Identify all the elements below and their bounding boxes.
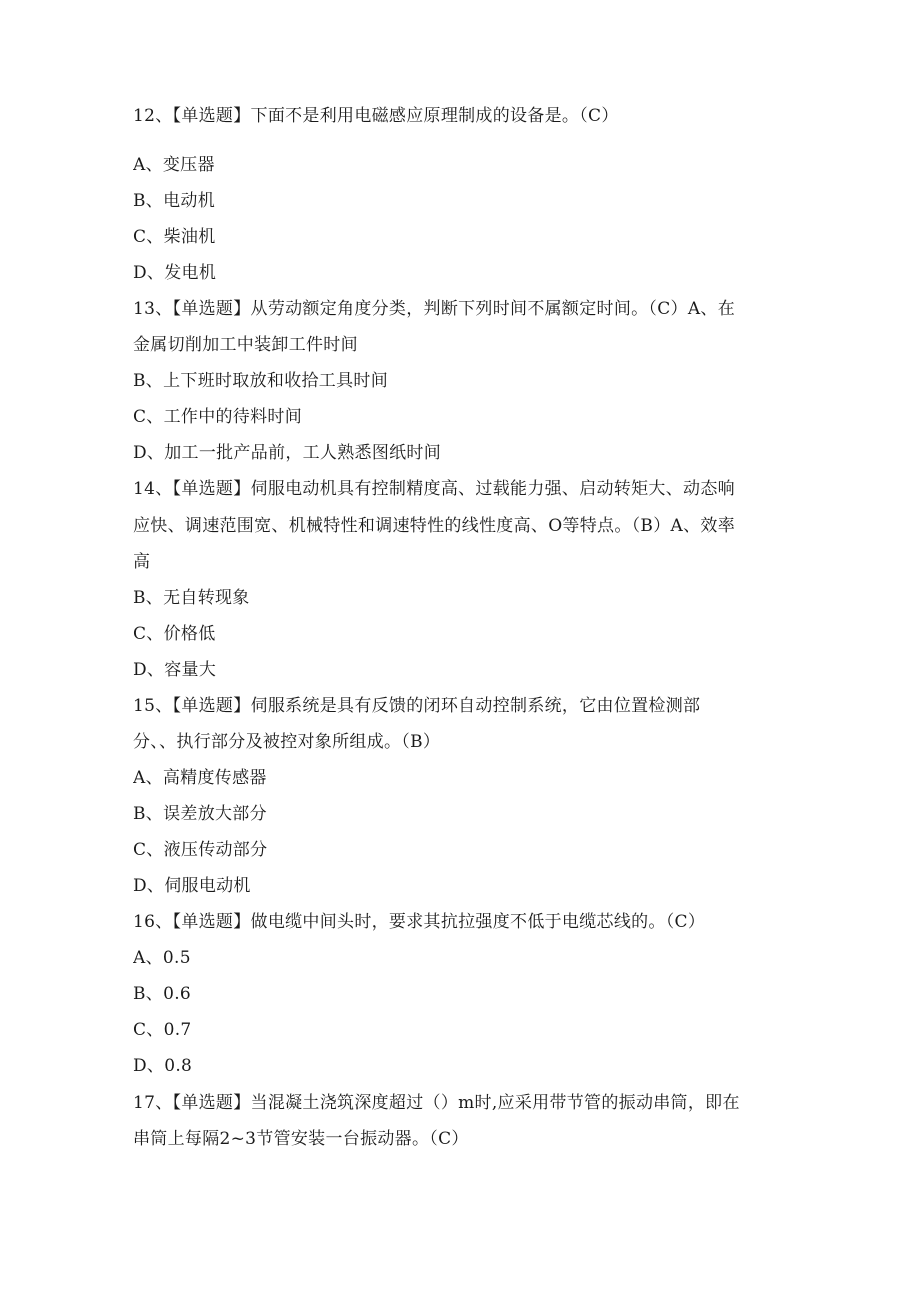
question-16-option-d: D、0.8 bbox=[133, 1056, 193, 1076]
question-15-option-b: B、误差放大部分 bbox=[133, 804, 267, 824]
question-16-stem: 16、【单选题】做电缆中间头时，要求其抗拉强度不低于电缆芯线的。（C） bbox=[133, 912, 706, 932]
question-12-option-c: C、柴油机 bbox=[133, 227, 216, 247]
question-14-option-b: B、无自转现象 bbox=[133, 588, 250, 608]
question-13-option-d: D、加工一批产品前，工人熟悉图纸时间 bbox=[133, 443, 442, 463]
question-14-stem-continued: 应快、调速范围宽、机械特性和调速特性的线性度高、O等特点。（B）A、效率 bbox=[133, 516, 736, 536]
question-14-option-a-continued: 高 bbox=[133, 552, 151, 572]
question-12-option-b: B、电动机 bbox=[133, 191, 215, 211]
question-16-option-a: A、0.5 bbox=[133, 948, 191, 968]
question-12-option-d: D、发电机 bbox=[133, 263, 217, 283]
question-15-option-c: C、液压传动部分 bbox=[133, 840, 268, 860]
question-15-stem-continued: 分、、执行部分及被控对象所组成。（B） bbox=[133, 732, 441, 752]
question-16-option-c: C、0.7 bbox=[133, 1020, 192, 1040]
question-14-option-c: C、价格低 bbox=[133, 624, 216, 644]
question-15-option-a: A、高精度传感器 bbox=[133, 768, 267, 788]
question-14-option-d: D、容量大 bbox=[133, 660, 217, 680]
question-17-stem-continued: 串筒上每隔2~3节管安装一台振动器。（C） bbox=[133, 1129, 469, 1149]
question-15-stem: 15、【单选题】伺服系统是具有反馈的闭环自动控制系统，它由位置检测部 bbox=[133, 696, 701, 716]
question-17-stem: 17、【单选题】当混凝土浇筑深度超过（）m时,应采用带节管的振动串筒，即在 bbox=[133, 1093, 740, 1113]
question-13-stem-continued: 金属切削加工中装卸工件时间 bbox=[133, 335, 358, 355]
question-15-option-d: D、伺服电动机 bbox=[133, 876, 251, 896]
question-12-option-a: A、变压器 bbox=[133, 155, 215, 175]
question-13-option-c: C、工作中的待料时间 bbox=[133, 407, 303, 427]
question-12-stem: 12、【单选题】下面不是利用电磁感应原理制成的设备是。（C） bbox=[133, 106, 619, 126]
question-13-stem: 13、【单选题】从劳动额定角度分类，判断下列时间不属额定时间。（C）A、在 bbox=[133, 299, 736, 319]
question-14-stem: 14、【单选题】伺服电动机具有控制精度高、过载能力强、启动转矩大、动态响 bbox=[133, 479, 735, 499]
question-16-option-b: B、0.6 bbox=[133, 984, 192, 1004]
question-13-option-b: B、上下班时取放和收拾工具时间 bbox=[133, 371, 388, 391]
